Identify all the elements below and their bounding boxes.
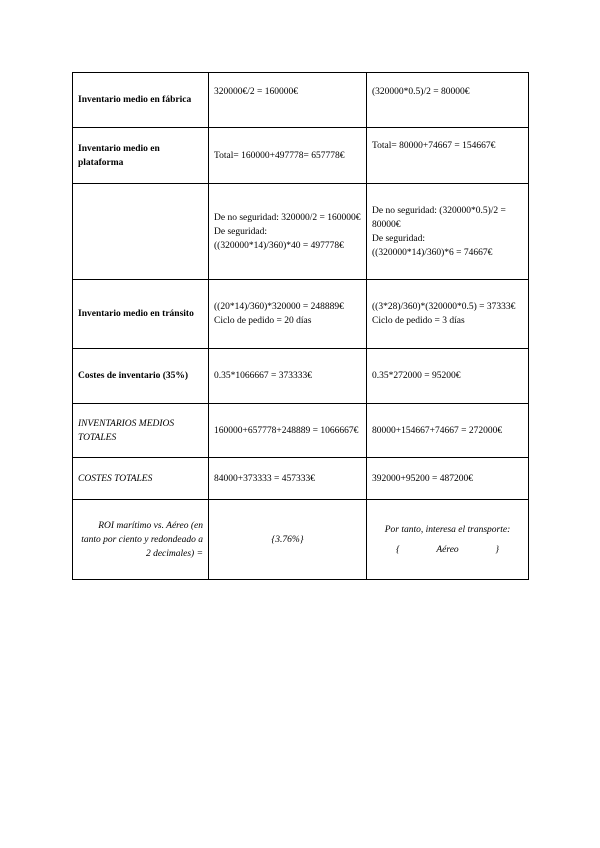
row-label: Costes de inventario (35%) bbox=[73, 349, 209, 404]
table-row bbox=[73, 404, 529, 458]
aereo-cell: Total= 80000+74667 = 154667€ bbox=[367, 128, 529, 184]
transport-choice bbox=[372, 543, 523, 557]
aereo-cell: 0.35*272000 = 95200€ bbox=[367, 349, 529, 404]
aereo-cell bbox=[367, 184, 529, 280]
maritimo-cell: 320000€/2 = 160000€ bbox=[209, 73, 367, 128]
maritimo-cell bbox=[209, 280, 367, 349]
table-row bbox=[73, 458, 529, 500]
row-label: ROI marítimo vs. Aéreo (en tanto por ciento y redondeado a 2 decimales) = bbox=[73, 500, 209, 580]
cell-line: De seguridad: bbox=[372, 233, 426, 244]
cell-line: Ciclo de pedido = 20 días bbox=[214, 316, 312, 326]
maritimo-cell bbox=[209, 184, 367, 280]
cell-line: ((3*28)/360)*(320000*0.5) = 37333€ bbox=[372, 302, 516, 312]
cell-line: De no seguridad: (320000*0.5)/2 = 80000€ bbox=[372, 205, 506, 230]
inventory-cost-table bbox=[72, 72, 529, 580]
aereo-cell: 80000+154667+74667 = 272000€ bbox=[367, 404, 529, 458]
cell-line: ((20*14)/360)*320000 = 248889€ bbox=[214, 302, 344, 312]
aereo-cell bbox=[367, 500, 529, 580]
roi-result: {3.76%} bbox=[209, 500, 367, 580]
row-label: COSTES TOTALES bbox=[73, 458, 209, 500]
cell-line: De seguridad: bbox=[214, 226, 268, 237]
table-row bbox=[73, 349, 529, 404]
table-row bbox=[73, 500, 529, 580]
cell-line: ((320000*14)/360)*6 = 74667€ bbox=[372, 247, 493, 258]
row-label: Inventario medio en plataforma bbox=[73, 128, 209, 184]
table-row bbox=[73, 73, 529, 128]
table-row bbox=[73, 128, 529, 184]
maritimo-cell: 160000+657778+248889 = 1066667€ bbox=[209, 404, 367, 458]
conclusion-text: Por tanto, interesa el transporte: bbox=[384, 524, 511, 535]
aereo-cell: (320000*0.5)/2 = 80000€ bbox=[367, 73, 529, 128]
table-row bbox=[73, 184, 529, 280]
brace-open: { bbox=[396, 544, 400, 555]
maritimo-cell: 0.35*1066667 = 373333€ bbox=[209, 349, 367, 404]
row-label: INVENTARIOS MEDIOS TOTALES bbox=[73, 404, 209, 458]
aereo-cell bbox=[367, 280, 529, 349]
aereo-cell: 392000+95200 = 487200€ bbox=[367, 458, 529, 500]
cell-line: ((320000*14)/360)*40 = 497778€ bbox=[214, 240, 344, 251]
cell-line: De no seguridad: 320000/2 = 160000€ bbox=[214, 212, 361, 223]
brace-close: } bbox=[495, 544, 499, 555]
maritimo-cell: Total= 160000+497778= 657778€ bbox=[209, 128, 367, 184]
cell-line: Ciclo de pedido = 3 días bbox=[372, 316, 465, 326]
row-label: Inventario medio en tránsito bbox=[73, 280, 209, 349]
row-label: Inventario medio en fábrica bbox=[73, 73, 209, 128]
table-row bbox=[73, 280, 529, 349]
transport-choice-value: Aéreo bbox=[436, 544, 459, 555]
maritimo-cell: 84000+373333 = 457333€ bbox=[209, 458, 367, 500]
row-label bbox=[73, 184, 209, 280]
